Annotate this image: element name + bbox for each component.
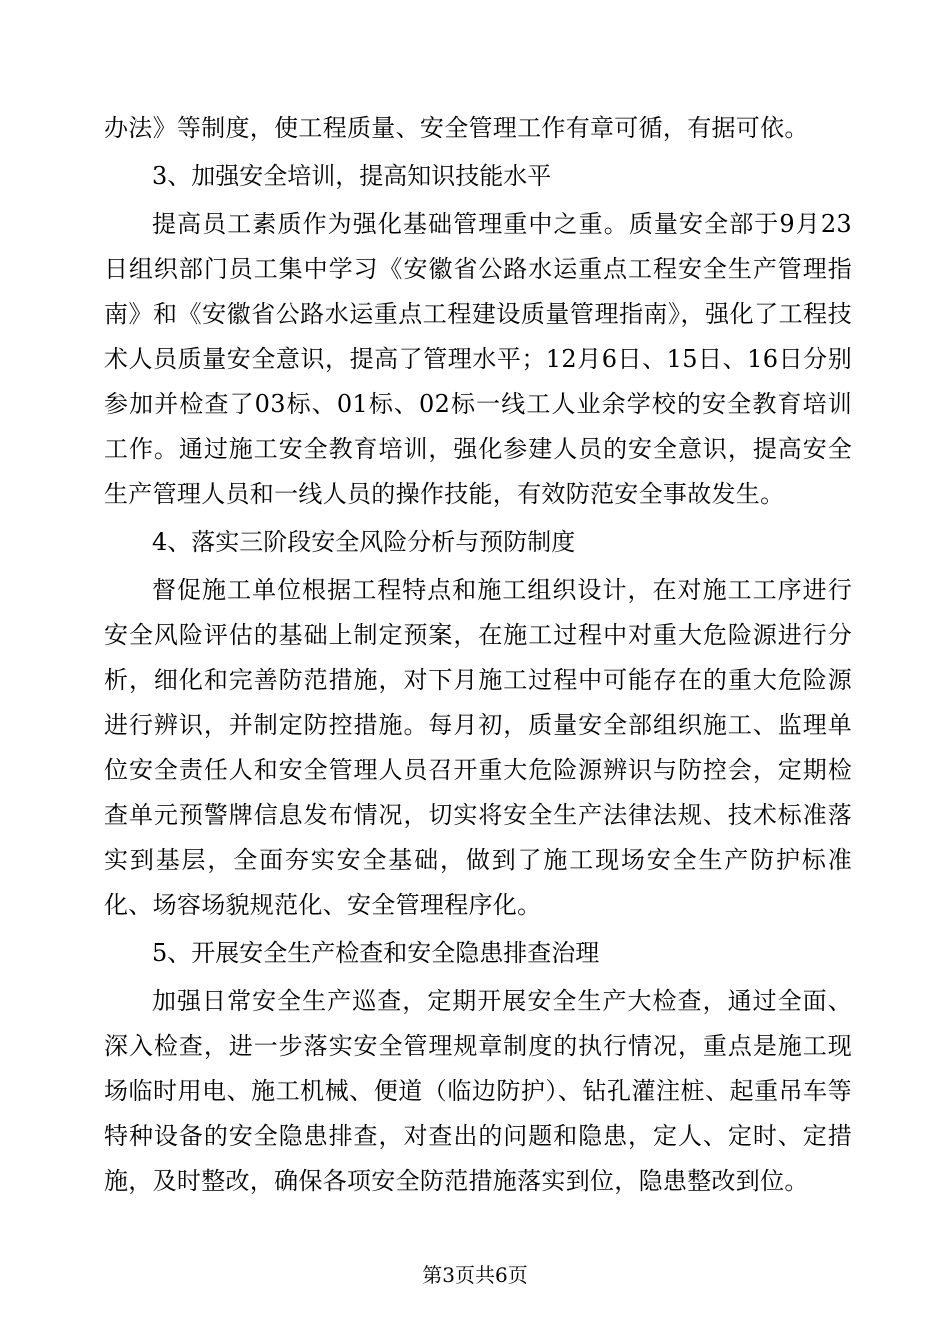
page-number-footer: 第3页共6页 [422,1263,528,1287]
paragraph-inspection: 加强日常安全生产巡查，定期开展安全生产大检查，通过全面、深入检查，进一步落实安全管理规章制度的执行情况，重点是施工现场临时用电、施工机械、便道（临边防护）、钻孔灌注桩、起重吊车等特种设备的安全隐患排查，对查出的问题和隐患，定人、定时、定措施，及时整改，确保各项安全防范措施落实到位，隐患整改到位。 [104,987,852,1195]
paragraph-training: 提高员工素质作为强化基础管理重中之重。质量安全部于9月23日组织部门员工集中学习《安徽省公路水运重点工程安全生产管理指南》和《安徽省公路水运重点工程建设质量管理指南》，强化了工程技术人员质量安全意识，提高了管理水平；12月6日、15日、16日分别参加并检查了03标、01标、02标一线工人业余学校的安全教育培训工作。通过施工安全教育培训，强化参建人员的安全意识，提高安全生产管理人员和一线人员的操作技能，有效防范安全事故发生。 [104,210,852,508]
paragraph-risk-analysis: 督促施工单位根据工程特点和施工组织设计，在对施工工序进行安全风险评估的基础上制定预案，在施工过程中对重大危险源进行分析，细化和完善防范措施，对下月施工过程中可能存在的重大危险源进行辨识，并制定防控措施。每月初，质量安全部组织施工、监理单位安全责任人和安全管理人员召开重大危险源辨识与防控会，定期检查单元预警牌信息发布情况，切实将安全生产法律法规、技术标准落实到基层，全面夯实安全基础，做到了施工现场安全生产防护标准化、场容场貌规范化、安全管理程序化。 [104,576,852,919]
section-heading-5: 5、开展安全生产检查和安全隐患排查治理 [152,939,600,967]
section-heading-4: 4、落实三阶段安全风险分析与预防制度 [152,528,576,556]
section-heading-3: 3、加强安全培训，提高知识技能水平 [152,162,552,190]
paragraph-continuation: 办法》等制度，使工程质量、安全管理工作有章可循，有据可依。 [104,114,809,142]
document-body [104,106,852,1204]
